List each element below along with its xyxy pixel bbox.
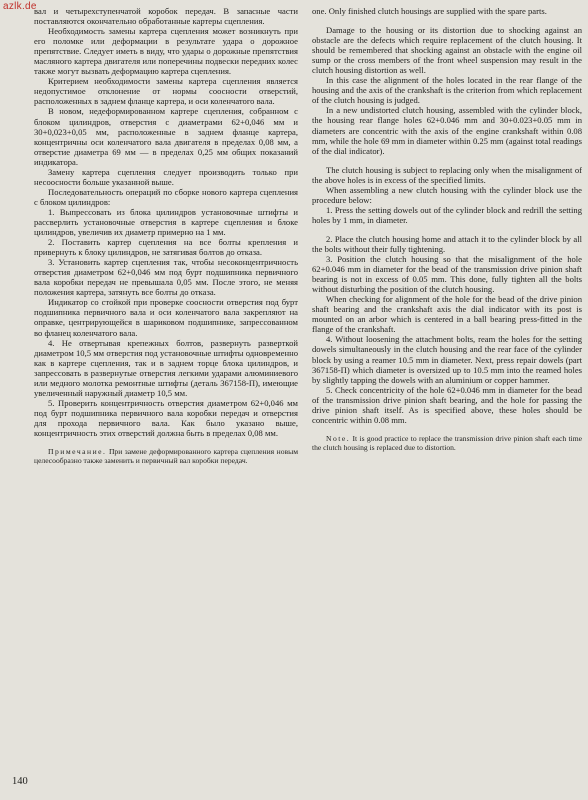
english-column: [312, 6, 582, 766]
ru-paragraph: вал и четырехступенчатой коробок передач. В запасные части поставляются окончательно обработанные картеры сцепления.: [34, 6, 298, 27]
en-step: 5. Check concentricity of the hole 62+0.046 mm in diameter for the bead of the transmission drive pinion shaft bearing, and the hole for passing the drive pinion shaft itself. As is specified above, these holes should be concentric within 0.08 mm.: [312, 384, 582, 425]
ru-note: [34, 447, 298, 465]
en-paragraph: When checking for alignment of the hole for the bead of the drive pinion shaft bearing and the crankshaft axis the dial indicator with its post is mounted on an arbor which is centered in a ball bearing press-fitted in the flange of the crankshaft.: [312, 294, 582, 335]
en-step: 4. Without loosening the attachment bolts, ream the holes for the setting dowels simultaneously in the clutch housing and the rear face of the cylinder block by using a reamer 10.5 mm in diameter. Next, press repair dowels (part 367158-П) which diameter is oversized up to 10.5 mm into the reamed holes by slightly tapping the dowels with an aluminium or copper hammer.: [312, 334, 582, 385]
site-watermark: azlk.de: [3, 1, 37, 12]
ru-step: 5. Проверить концентричность отверстия диаметром 62+0,046 мм под бурт подшипника первичного вала коробки передач и отверстия для прохода первичного вала. Как было указано выше, концентричность этих отверстий должна быть в пределах 0,08 мм.: [34, 397, 298, 438]
en-note-lead: Note.: [326, 433, 351, 443]
en-step: 3. Position the clutch housing so that the misalignment of the hole 62+0.046 mm in diameter for the bead of the transmission drive pinion shaft bearing is not in excess of 0.05 mm. This done, fully tighten all the bolts without disturbing the position of the clutch housing.: [312, 254, 582, 295]
en-step: 2. Place the clutch housing home and attach it to the cylinder block by all the bolts without their fully tightening.: [312, 233, 582, 254]
ru-paragraph: В новом, недеформированном картере сцепления, собранном с блоком цилиндров, отверстия с диаметрами 62+0,046 мм и 30+0,023+0,05 мм, расположенные в заднем фланце картера, концентричны оси коленчатого вала двигателя в пределах 0,08 мм, а отверстие диаметра 69 мм — в пределах 0,25 мм общих показаний индикатора.: [34, 106, 298, 167]
ru-note-text: При замене деформированного картера сцепления новым целесообразно также заменить и первичный вал коробки передач.: [34, 447, 298, 466]
ru-step: 1. Выпрессовать из блока цилиндров установочные штифты и рассверлить установочные отверстия в картере сцепления и блоке цилиндров, увеличив их диаметр примерно на 1 мм.: [34, 206, 298, 238]
ru-step: 2. Поставить картер сцепления на все болты крепления и привернуть к блоку цилиндров, не затягивая болтов до отказа.: [34, 237, 298, 258]
en-paragraph: In a new undistorted clutch housing, assembled with the cylinder block, the housing rear flange holes 62+0.046 mm and 30+0.023+0.05 mm in diameters are concentric with the axis of the engine crankshaft within 0.08 mm, while the hole 69 mm in diameter within 0.25 mm (against total readings of the dial indicator).: [312, 105, 582, 156]
ru-paragraph: Замену картера сцепления следует производить только при несоосности больше указанной выше.: [34, 166, 298, 187]
page-number: 140: [12, 776, 28, 787]
en-note-text: It is good practice to replace the transmission drive pinion shaft each time the clutch housing is replaced due to distortion.: [312, 433, 582, 452]
en-step: 1. Press the setting dowels out of the cylinder block and redrill the setting holes by 1 mm, in diameter.: [312, 204, 582, 225]
ru-paragraph: Необходимость замены картера сцепления может возникнуть при его поломке или деформации в результате удара о дорожное препятствие. Следует иметь в виду, что удары о дорожные препятствия масляного картера двигателя или поперечины подвески передних колес также могут вызвать деформацию картера сцепления.: [34, 26, 298, 77]
ru-step: 3. Установить картер сцепления так, чтобы несоконцентричность отверстия диаметром 62+0,046 мм под бурт подшипника первичного вала коробки передач не превышала 0,05 мм. После этого, не меняя положения картера, затянуть все болты до отказа.: [34, 257, 298, 298]
en-paragraph: one. Only finished clutch housings are supplied with the spare parts.: [312, 6, 547, 16]
ru-note-lead: Примечание.: [48, 447, 107, 457]
en-note: [312, 434, 582, 452]
ru-paragraph: Индикатор со стойкой при проверке соосности отверстия под бурт подшипника первичного вала и оси коленчатого вала закрепляют на оправке, центрирующейся в шариковом подшипнике, запрессованном во фланец коленчатого вала.: [34, 297, 298, 338]
en-paragraph: In this case the alignment of the holes located in the rear flange of the housing and the axis of the crankshaft is the criterion from which replacement of the clutch housing is judged.: [312, 75, 582, 106]
ru-paragraph: Последовательность операций по сборке нового картера сцепления с блоком цилиндров:: [34, 186, 298, 207]
en-paragraph: Damage to the housing or its distortion due to shocking against an obstacle are the defects which require replacement of the clutch housing. It should be remembered that shocking against an obstacle with the engine oil sump or the cross members of the front wheel suspension may result in the clutch housing distortion as well.: [312, 25, 582, 76]
russian-column: [34, 6, 298, 766]
ru-paragraph: Критерием необходимости замены картера сцепления является недопустимое отклонение от нормы соосности отверстий, расположенных в заднем фланце картера, и оси коленчатого вала.: [34, 76, 298, 107]
ru-step: 4. Не отвертывая крепежных болтов, развернуть разверткой диаметром 10,5 мм отверстия под установочные штифты одновременно как в картере сцепления, так и в заднем торце блока цилиндров, и запрессовать в развернутые отверстия легкими ударами алюминиевого или медного молотка ремонтные штифты (деталь 367158-П), имеющие увеличенный наружный диаметр 10,5 мм.: [34, 337, 298, 398]
en-paragraph: When assembling a new clutch housing with the cylinder block use the procedure below:: [312, 184, 582, 205]
en-paragraph: The clutch housing is subject to replacing only when the misalignment of the above holes is in excess of the specified limits.: [312, 164, 582, 185]
